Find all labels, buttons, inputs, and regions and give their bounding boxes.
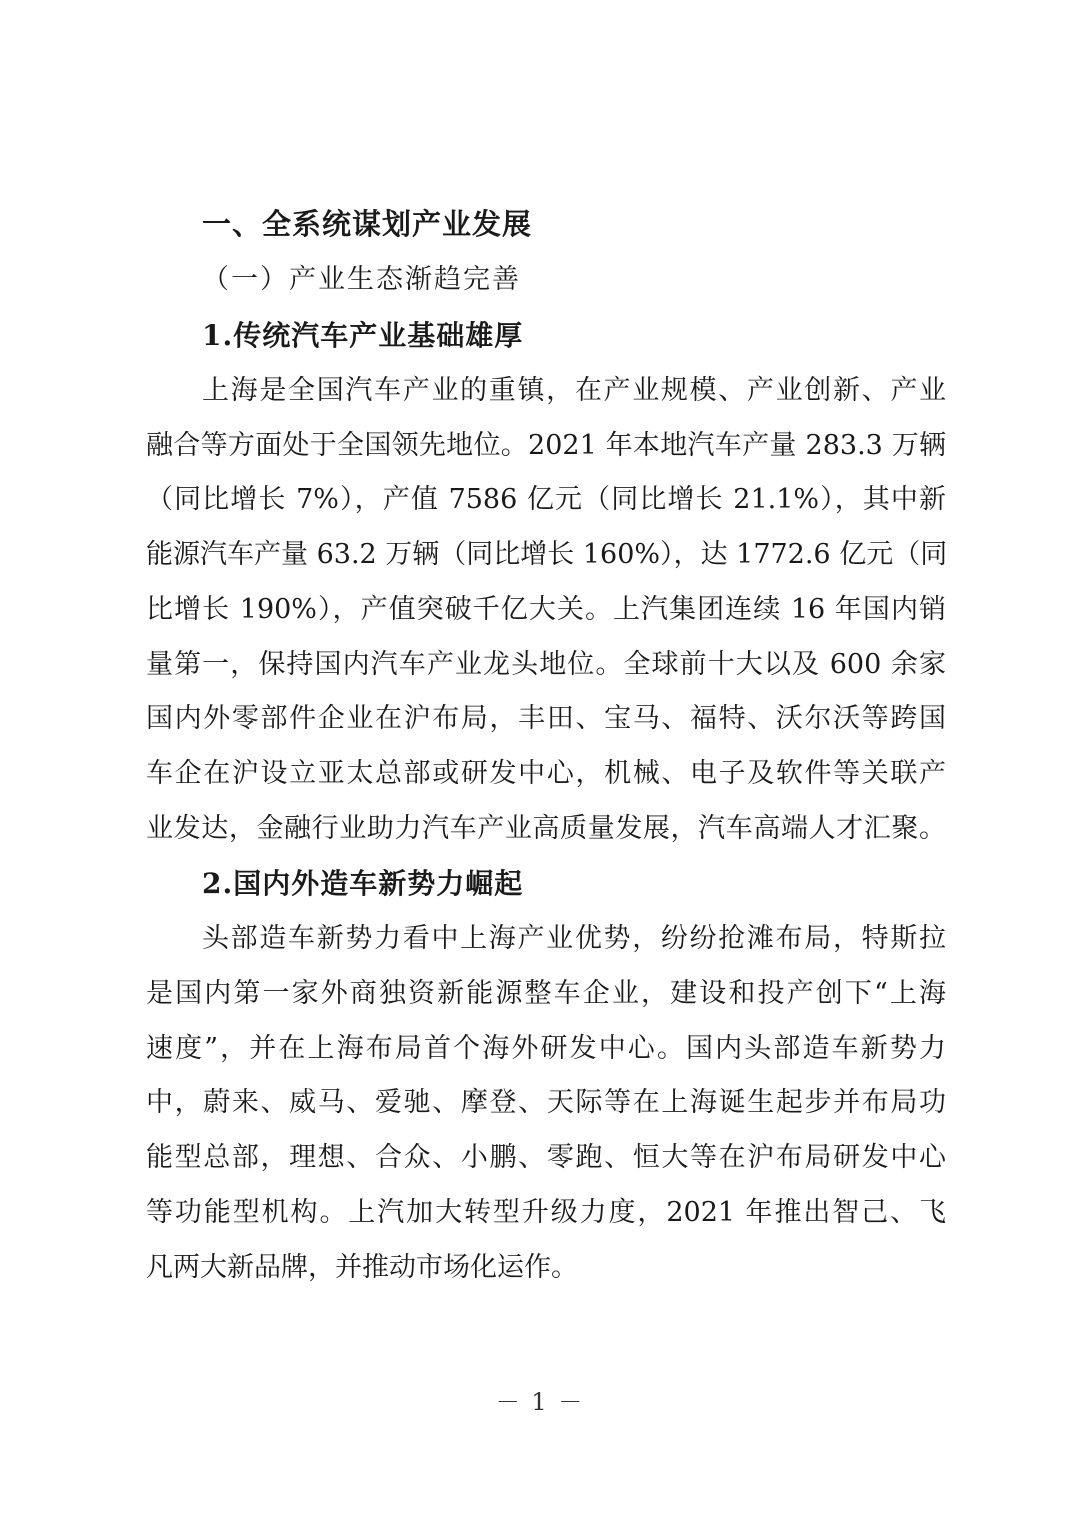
- paragraph-line: （同比增长 7%），产值 7586 亿元（同比增长 21.1%），其中新: [146, 484, 946, 516]
- paragraph-line: 上海是全国汽车产业的重镇，在产业规模、产业创新、产业: [202, 375, 946, 406]
- paragraph-line: 能源汽车产量 63.2 万辆（同比增长 160%），达 1772.6 亿元（同: [146, 539, 948, 571]
- heading-level-1: 一、全系统谋划产业发展: [202, 207, 533, 241]
- paragraph-line: 速度”，并在上海布局首个海外研发中心。国内头部造车新势力: [146, 1032, 946, 1064]
- paragraph-line: 能型总部，理想、合众、小鹏、零跑、恒大等在沪布局研发中心: [146, 1142, 946, 1174]
- section-1-title: 1.传统汽车产业基础雄厚: [202, 319, 524, 352]
- section-2-paragraph: [146, 912, 946, 1295]
- paragraph-line: 是国内第一家外商独资新能源整车企业，建设和投产创下“上海: [146, 978, 946, 1010]
- paragraph-line: 凡两大新品牌，并推动市场化运作。: [146, 1251, 578, 1283]
- paragraph-line: 融合等方面处于全国领先地位。2021 年本地汽车产量 283.3 万辆: [146, 429, 946, 461]
- paragraph-line: 比增长 190%），产值突破千亿大关。上汽集团连续 16 年国内销: [146, 593, 946, 625]
- section-1-paragraph: [146, 364, 946, 856]
- document-body: [146, 196, 946, 1295]
- paragraph-line: 头部造车新势力看中上海产业优势，纷纷抢滩布局，特斯拉: [202, 923, 946, 955]
- paragraph-line: 国内外零部件企业在沪布局，丰田、宝马、福特、沃尔沃等跨国: [146, 703, 946, 735]
- page-number: － 1 －: [495, 1388, 585, 1416]
- paragraph-line: 量第一，保持国内汽车产业龙头地位。全球前十大以及 600 余家: [146, 648, 946, 680]
- section-2-title: 2.国内外造车新势力崛起: [202, 867, 524, 901]
- paragraph-line: 等功能型机构。上汽加大转型升级力度，2021 年推出智己、飞: [146, 1196, 946, 1228]
- heading-level-2: （一）产业生态渐趋完善: [202, 264, 521, 295]
- paragraph-line: 业发达，金融行业助力汽车产业高质量发展，汽车高端人才汇聚。: [146, 812, 946, 844]
- paragraph-line: 车企在沪设立亚太总部或研发中心，机械、电子及软件等关联产: [146, 757, 946, 789]
- paragraph-line: 中，蔚来、威马、爱驰、摩登、天际等在上海诞生起步并布局功: [146, 1087, 946, 1119]
